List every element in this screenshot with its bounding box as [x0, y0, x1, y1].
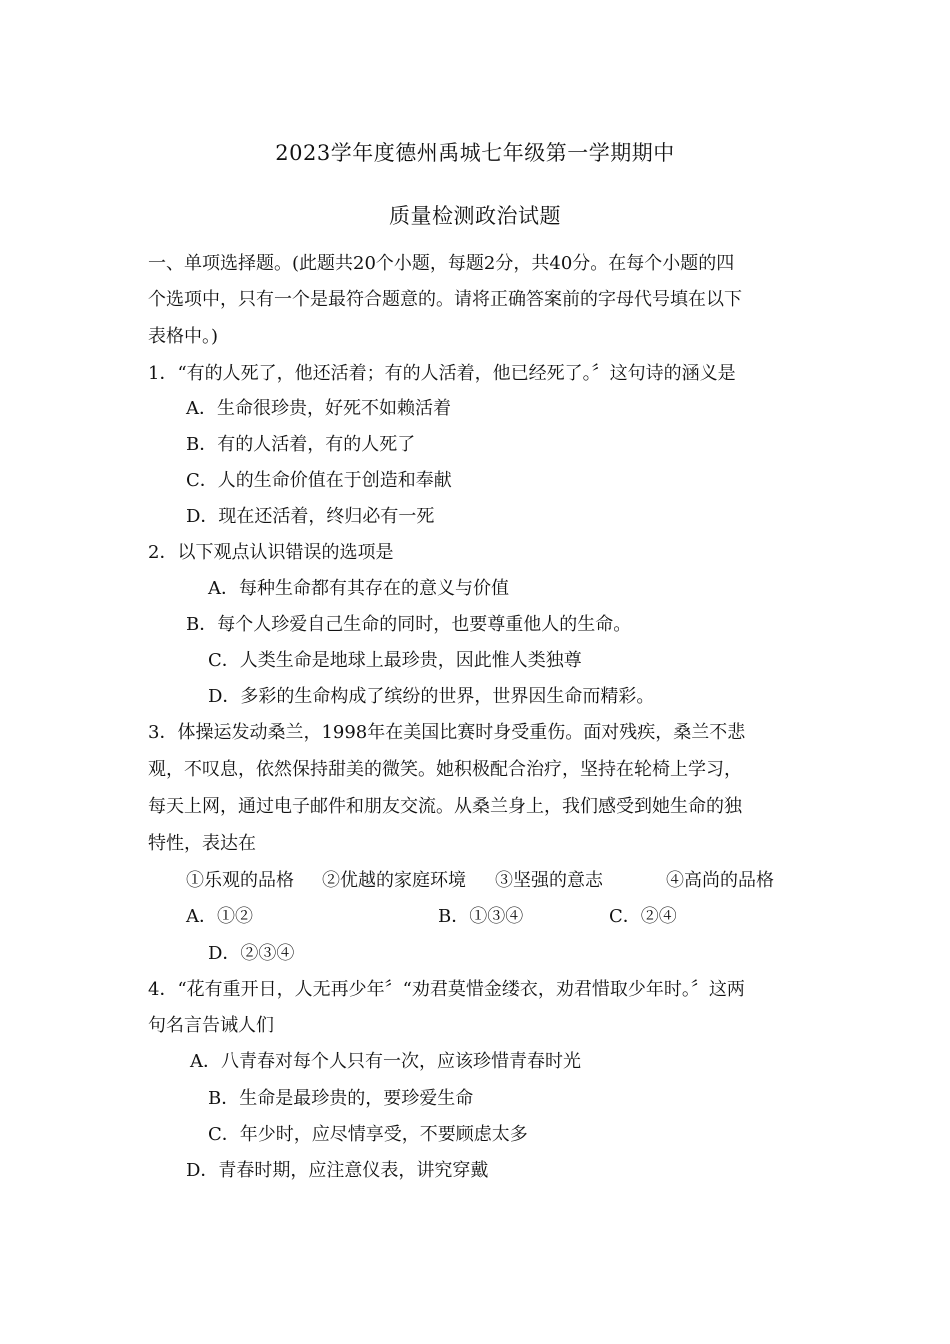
question-2-option-a: A．每种生命都有其存在的意义与价值 — [208, 578, 509, 599]
question-3-stem-line: 特性，表达在 — [148, 833, 256, 854]
exam-title-line2: 质量检测政治试题 — [389, 204, 561, 228]
question-4-option-a: A．八青春对每个人只有一次，应该珍惜青春时光 — [190, 1051, 581, 1072]
exam-title-line1: 2023学年度德州禹城七年级第一学期期中 — [275, 141, 675, 165]
question-3-item-4: ④高尚的品格 — [666, 870, 774, 891]
question-4-option-b: B．生命是最珍贵的，要珍爱生命 — [208, 1088, 474, 1109]
question-1-stem: 1．“有的人死了，他还活着；有的人活着，他已经死了。〞这句诗的涵义是 — [148, 363, 736, 384]
question-4-option-d: D．青春时期，应注意仪表，讲究穿戴 — [186, 1160, 489, 1181]
question-3-item-3: ③坚强的意志 — [495, 870, 603, 891]
question-1-option-b: B．有的人活着，有的人死了 — [186, 434, 416, 455]
question-2-option-c: C．人类生命是地球上最珍贵，因此惟人类独尊 — [208, 650, 582, 671]
question-3-option-d: D．②③④ — [208, 943, 295, 964]
question-3-item-2: ②优越的家庭环境 — [322, 870, 466, 891]
question-1-option-d: D．现在还活着，终归必有一死 — [186, 506, 435, 527]
section-instructions-line: 表格中。) — [148, 326, 219, 347]
question-3-option-b: B．①③④ — [438, 906, 524, 927]
section-instructions-line: 一、单项选择题。(此题共20个小题，每题2分，共40分。在每个小题的四 — [148, 253, 735, 274]
question-3-option-a: A．①② — [186, 906, 253, 927]
question-4-stem-line: 句名言告诫人们 — [148, 1015, 274, 1036]
question-1-option-c: C．人的生命价值在于创造和奉献 — [186, 470, 452, 491]
question-4-stem-line: 4．“花有重开日，人无再少年〞“劝君莫惜金缕衣，劝君惜取少年时。〞这两 — [148, 979, 745, 1000]
question-3-option-c: C．②④ — [609, 906, 677, 927]
question-3-stem-line: 观，不叹息，依然保持甜美的微笑。她积极配合治疗，坚持在轮椅上学习， — [148, 759, 742, 780]
question-4-option-c: C．年少时，应尽情享受，不要顾虑太多 — [208, 1124, 528, 1145]
question-3-item-1: ①乐观的品格 — [186, 870, 294, 891]
question-3-stem-line: 每天上网，通过电子邮件和朋友交流。从桑兰身上，我们感受到她生命的独 — [148, 796, 742, 817]
question-2-stem: 2．以下观点认识错误的选项是 — [148, 542, 394, 563]
question-3-stem-line: 3．体操运发动桑兰，1998年在美国比赛时身受重伤。面对残疾，桑兰不悲 — [148, 722, 746, 743]
question-1-option-a: A．生命很珍贵，好死不如赖活着 — [186, 398, 451, 419]
section-instructions-line: 个选项中，只有一个是最符合题意的。请将正确答案前的字母代号填在以下 — [148, 289, 742, 310]
question-2-option-d: D．多彩的生命构成了缤纷的世界，世界因生命而精彩。 — [208, 686, 655, 707]
question-2-option-b: B．每个人珍爱自己生命的同时，也要尊重他人的生命。 — [186, 614, 632, 635]
